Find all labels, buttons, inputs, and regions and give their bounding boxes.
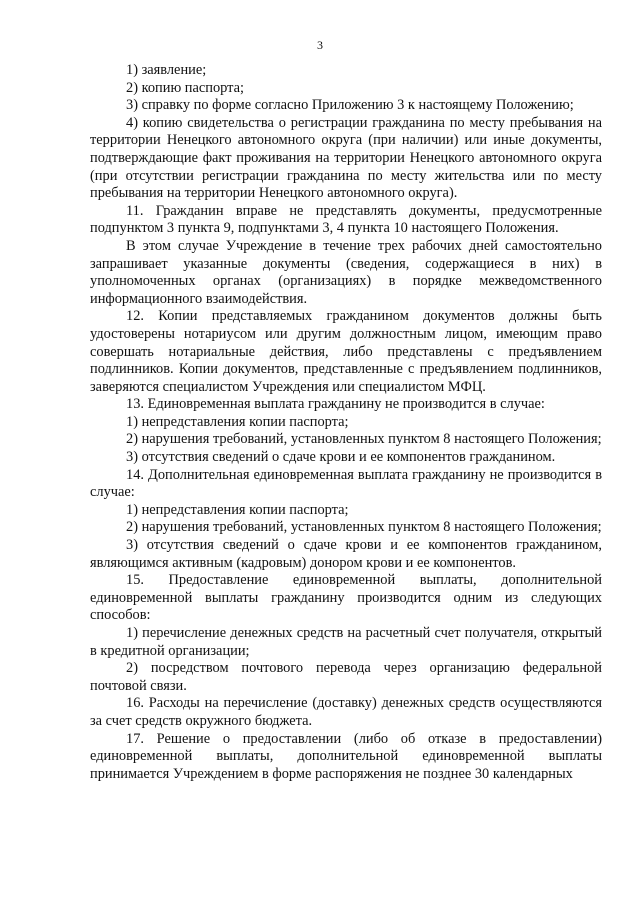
list-item: 2) копию паспорта; (126, 79, 245, 96)
document-body (90, 62, 602, 783)
list-item: 1) непредставления копии паспорта; (126, 501, 349, 518)
page-number: 3 (317, 38, 323, 52)
clause-17: 17. Решение о предоставлении (либо об отказе в предоставлении) единовременной выплаты, дополнительной единовременной выплаты принимается Учреждением в форме распоряжения не позднее 30 календарных (90, 730, 602, 782)
list-item: 1) заявление; (126, 62, 207, 78)
list-item: 2) нарушения требований, установленных пунктом 8 настоящего Положения; (126, 431, 602, 448)
clause-16: 16. Расходы на перечисление (доставку) денежных средств осуществляются за счет средств окружного бюджета. (90, 695, 602, 729)
list-item: 1) перечисление денежных средств на расчетный счет получателя, открытый в кредитной организации; (90, 625, 602, 659)
list-item: 3) отсутствия сведений о сдаче крови и ее компонентов гражданином, являющимся активным (кадровым) донором крови и ее компонентов. (90, 537, 602, 571)
clause-12: 12. Копии представляемых гражданином документов должны быть удостоверены нотариусом или другим должностным лицом, имеющим право совершать нотариальные действия, либо представлены с предъявлением подлинников. Копии документов, представленные с предъявлением подлинников, заверяются специалистом Учреждения или специалистом МФЦ. (90, 308, 602, 395)
list-item: 4) копию свидетельства о регистрации гражданина по месту пребывания на территории Ненецкого автономного округа (при наличии) или иные документы, подтверждающие факт проживания на территории Ненецкого автономного округа (при отсутствии регистрации гражданина по месту жительства или по месту пребывания на территории Ненецкого автономного округа). (90, 114, 602, 202)
list-item: 3) справку по форме согласно Приложению 3 к настоящему Положению; (126, 97, 574, 114)
list-item: 3) отсутствия сведений о сдаче крови и ее компонентов гражданином. (126, 449, 556, 466)
list-item: 2) посредством почтового перевода через организацию федеральной почтовой связи. (90, 660, 602, 694)
clause-11: 11. Гражданин вправе не представлять документы, предусмотренные подпунктом 3 пункта 9, подпунктами 3, 4 пункта 10 настоящего Положения. (90, 202, 602, 237)
list-item: 1) непредставления копии паспорта; (126, 413, 349, 430)
clause-13: 13. Единовременная выплата гражданину не производится в случае: (126, 396, 545, 413)
list-item: 2) нарушения требований, установленных пунктом 8 настоящего Положения; (126, 519, 602, 536)
clause-14: 14. Дополнительная единовременная выплата гражданину не производится в случае: (90, 466, 602, 501)
clause-11-paragraph: В этом случае Учреждение в течение трех рабочих дней самостоятельно запрашивает указанные документы (сведения, содержащиеся в них) в уполномоченных органах (организациях) в порядке межведомственного информационного взаимодействия. (90, 237, 602, 307)
clause-15: 15. Предоставление единовременной выплаты, дополнительной единовременной выплаты гражданину производится одним из следующих способов: (90, 572, 602, 624)
